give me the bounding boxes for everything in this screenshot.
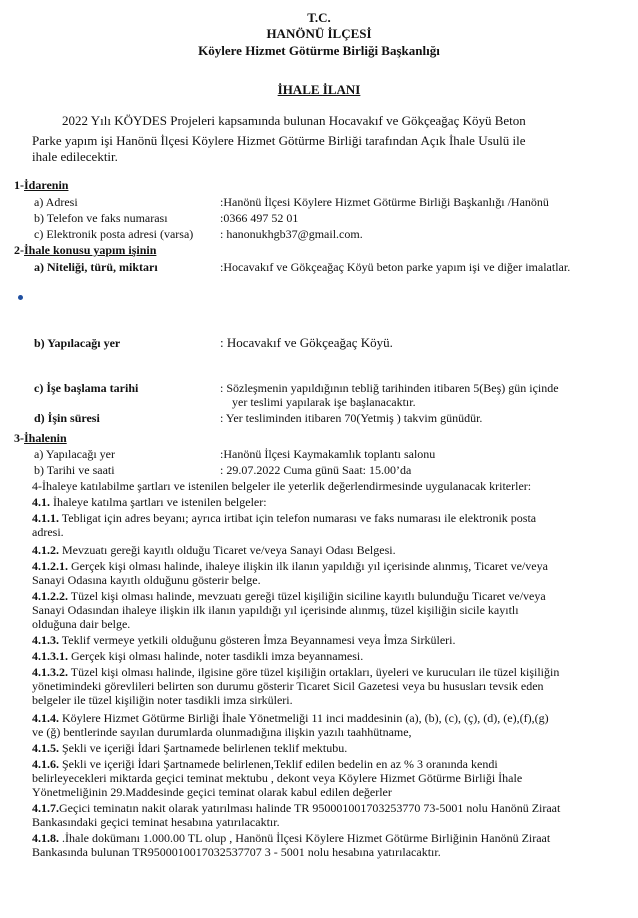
clause-4-1-2-1-line-2: Sanayi Odasına kayıtlı olduğunu gösterir belge. [32, 573, 261, 587]
section-3-number: 3- [14, 431, 24, 445]
clause-4-1-2-1-number: 4.1.2.1. [32, 559, 68, 573]
clause-4-1-7-line-2: Bankasındaki geçici teminat hesabına yatırılacaktır. [32, 815, 280, 829]
section-2-title: İhale konusu yapım işinin [24, 243, 157, 257]
section-4-heading: 4-İhaleye katılabilme şartları ve istenilen belgeler ile yeterlik değerlendirmesinde uygulanacak kriterler: [32, 479, 532, 493]
clause-4-1-8-text: .İhale dokümanı 1.000.00 TL olup , Hanönü İlçesi Köylere Hizmet Götürme Birliğinin Hanönü Ziraat [59, 831, 551, 845]
section-1-heading [14, 178, 68, 192]
clause-4-1-3-2-text: Tüzel kişi olması halinde, ilgisine göre tüzel kişiliğin ortakları, üyeleri ve kurucuları ile tüzel kişiliğin [68, 665, 560, 679]
clause-4-1-8-number: 4.1.8. [32, 831, 59, 845]
clause-4-1-7-number: 4.1.7. [32, 801, 59, 815]
clause-4-1-6-line-1 [32, 757, 498, 771]
clause-4-1-8-line-2: Bankasında bulunan TR9500010017032537707 3 - 5001 nolu hesabına yatırılacaktır. [32, 845, 441, 859]
clause-4-1-3-1-text: Gerçek kişi olması halinde, noter tasdikli imza beyannamesi. [68, 649, 364, 663]
clause-4-1-2-number: 4.1.2. [32, 543, 59, 557]
clause-4-1-number: 4.1. [32, 495, 50, 509]
clause-4-1-6-number: 4.1.6. [32, 757, 59, 771]
s2-a-value: :Hocavakıf ve Gökçeağaç Köyü beton parke yapım işi ve diğer imalatlar. [220, 260, 571, 274]
s2-c-value-2: yer teslimi yapılarak işe başlanacaktır. [232, 395, 416, 409]
clause-4-1-6-text: Şekli ve içeriği İdari Şartnamede belirlenen,Teklif edilen bedelin en az % 3 oranında kendi [59, 757, 498, 771]
clause-4-1-1-text: Tebligat için adres beyanı; ayrıca irtibat için telefon numarası ve faks numarası ile elektronik posta [59, 511, 537, 525]
clause-4-1-2-2-line-2: Sanayi Odasından ihaleye ilişkin ilk ilanın yapıldığı yıl içerisinde alınmış, tüzel kişiliğin sicile kayıtlı [32, 603, 519, 617]
s3-a-value: :Hanönü İlçesi Kaymakamlık toplantı salonu [220, 447, 436, 461]
clause-4-1-6-line-3: Yönetmeliğinin 29.Maddesinde geçici teminat olarak kabul edilen değerler [32, 785, 392, 799]
clause-4-1-3-number: 4.1.3. [32, 633, 59, 647]
clause-4-1-1-line-1 [32, 511, 536, 525]
clause-4-1-2-2-line-3: olduğuna dair belge. [32, 617, 131, 631]
intro-line-2: Parke yapım işi Hanönü İlçesi Köylere Hizmet Götürme Birliği tarafından Açık İhale Usulü ile [32, 133, 526, 148]
section-3-title: İhalenin [24, 431, 67, 445]
s1-c-value: : hanonukhgb37@gmail.com. [220, 227, 363, 241]
clause-4-1-3-2-line-1 [32, 665, 559, 679]
clause-4-1-2-1-text: Gerçek kişi olması halinde, ihaleye ilişkin ilk ilanın yapıldığı yıl içerisinde alınmış, Ticaret ve/veya [68, 559, 548, 573]
s3-a-label: a) Yapılacağı yer [34, 447, 115, 461]
clause-4-1-1-line-2: adresi. [32, 525, 64, 539]
clause-4-1-2-2-line-1 [32, 589, 546, 603]
clause-4-1-text: İhaleye katılma şartları ve istenilen belgeler: [50, 495, 267, 509]
clause-4-1-5 [32, 741, 347, 755]
s3-b-value: : 29.07.2022 Cuma günü Saat: 15.00’da [220, 463, 412, 477]
clause-4-1-3 [32, 633, 455, 647]
s1-b-value: :0366 497 52 01 [220, 211, 299, 225]
clause-4-1-6-line-2: belirleyecekleri miktarda geçici teminat mektubu , dekont veya Köylere Hizmet Götürme Birliği İhale [32, 771, 523, 785]
clause-4-1-2-2-number: 4.1.2.2. [32, 589, 68, 603]
s2-b-value: : Hocavakıf ve Gökçeağaç Köyü. [220, 335, 393, 350]
clause-4-1-3-text: Teklif vermeye yetkili olduğunu gösteren İmza Beyannamesi veya İmza Sirküleri. [59, 633, 456, 647]
clause-4-1-2 [32, 543, 396, 557]
s2-b-label: b) Yapılacağı yer [34, 336, 121, 350]
clause-4-1-8-line-1 [32, 831, 550, 845]
s2-a-label: a) Niteliği, türü, miktarı [34, 260, 158, 274]
clause-4-1-4-text: Köylere Hizmet Götürme Birliği İhale Yönetmeliği 11 inci maddesinin (a), (b), (c), (ç), (d), (e),(f),(g) [59, 711, 549, 725]
clause-4-1-4-line-2: ve (ğ) bentlerinde sayılan durumlarda olunmadığına ilişkin yazılı taahhütname, [32, 725, 412, 739]
intro-line-1: 2022 Yılı KÖYDES Projeleri kapsamında bulunan Hocavakıf ve Gökçeağaç Köyü Beton [62, 113, 526, 128]
clause-4-1-2-text: Mevzuatı gereği kayıtlı olduğu Ticaret ve/veya Sanayi Odası Belgesi. [59, 543, 396, 557]
stray-mark [18, 295, 23, 300]
header-district: HANÖNÜ İLÇESİ [266, 26, 372, 41]
clause-4-1 [32, 495, 267, 509]
s2-c-label: c) İşe başlama tarihi [34, 381, 139, 395]
s2-d-value: : Yer tesliminden itibaren 70(Yetmiş ) takvim günüdür. [220, 411, 483, 425]
s2-c-value-1: : Sözleşmenin yapıldığının tebliğ tarihinden itibaren 5(Beş) gün içinde [220, 381, 559, 395]
s1-b-label: b) Telefon ve faks numarası [34, 211, 168, 225]
page-title: İHALE İLANI [277, 82, 361, 97]
section-2-number: 2- [14, 243, 24, 257]
section-1-title: İdarenin [24, 178, 69, 192]
clause-4-1-2-2-text: Tüzel kişi olması halinde, mevzuatı gereği tüzel kişiliğin siciline kayıtlı bulunduğu Ticaret ve/veya [68, 589, 546, 603]
section-3-heading [14, 431, 67, 445]
section-1-number: 1- [14, 178, 24, 192]
clause-4-1-2-1-line-1 [32, 559, 548, 573]
clause-4-1-5-number: 4.1.5. [32, 741, 59, 755]
s1-a-label: a) Adresi [34, 195, 78, 209]
s1-c-label: c) Elektronik posta adresi (varsa) [34, 227, 194, 241]
clause-4-1-3-2-line-3: belgeler ile tüzel kişiliğin noter tasdikli imza sirküleri. [32, 693, 293, 707]
clause-4-1-7-text: Geçici teminatın nakit olarak yatırılması halinde TR 950001001703253770 73-5001 nolu Hanönü Ziraat [59, 801, 561, 815]
s3-b-label: b) Tarihi ve saati [34, 463, 115, 477]
clause-4-1-3-2-number: 4.1.3.2. [32, 665, 68, 679]
s2-d-label: d) İşin süresi [34, 411, 100, 425]
clause-4-1-4-line-1 [32, 711, 549, 725]
clause-4-1-4-number: 4.1.4. [32, 711, 59, 725]
clause-4-1-3-1-number: 4.1.3.1. [32, 649, 68, 663]
s1-a-value: :Hanönü İlçesi Köylere Hizmet Götürme Birliği Başkanlığı /Hanönü [220, 195, 549, 209]
clause-4-1-1-number: 4.1.1. [32, 511, 59, 525]
header-tc: T.C. [307, 10, 331, 25]
section-2-heading [14, 243, 156, 257]
intro-line-3: ihale edilecektir. [32, 149, 118, 164]
clause-4-1-7-line-1 [32, 801, 560, 815]
clause-4-1-3-2-line-2: yönetimindeki görevlileri belirten son durumu gösterir Ticaret Sicil Gazetesi veya bu hususları tevsik eden [32, 679, 544, 693]
clause-4-1-5-text: Şekli ve içeriği İdari Şartnamede belirlenen teklif mektubu. [59, 741, 348, 755]
header-union: Köylere Hizmet Götürme Birliği Başkanlığı [198, 43, 440, 58]
clause-4-1-3-1 [32, 649, 363, 663]
